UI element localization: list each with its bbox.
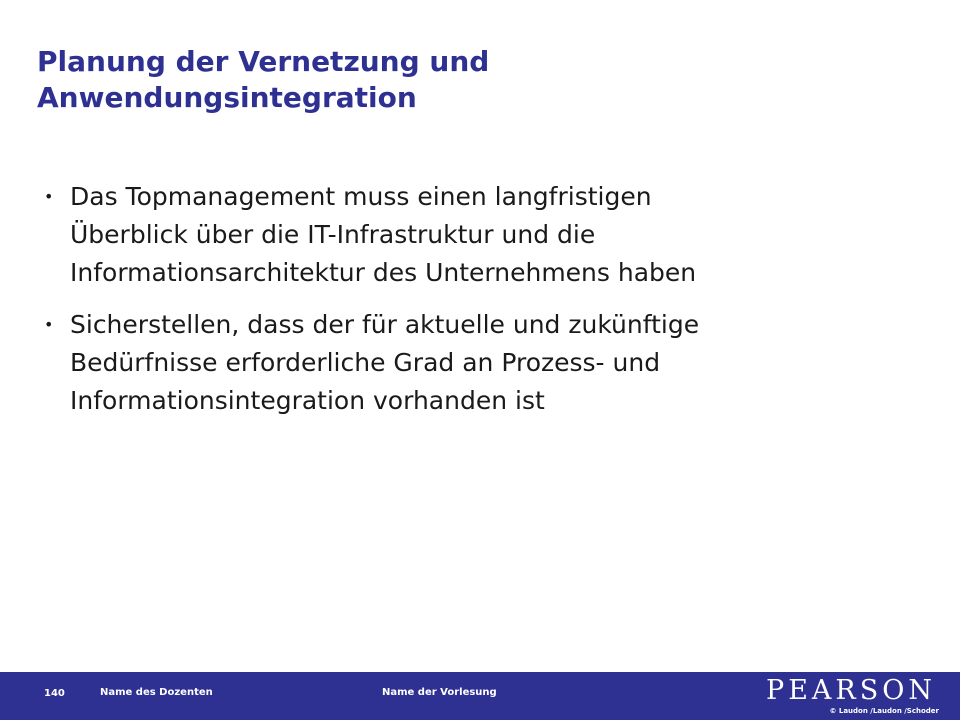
lecture-name: Name der Vorlesung: [382, 687, 497, 698]
bullet-list: [44, 178, 924, 434]
bullet-text-line: Überblick über die IT-Infrastruktur und die: [70, 220, 596, 249]
footer-bar: [0, 672, 960, 720]
lecturer-name: Name des Dozenten: [100, 687, 213, 698]
page-number: 140: [44, 688, 65, 699]
bullet-item: [44, 306, 924, 420]
slide-title-line: Planung der Vernetzung und: [37, 45, 490, 78]
bullet-dot-icon: •: [44, 315, 54, 334]
bullet-item: [44, 178, 924, 292]
bullet-dot-icon: •: [44, 187, 54, 206]
bullet-text-line: Informationsintegration vorhanden ist: [70, 386, 545, 415]
copyright-notice: © Laudon /Laudon /Schoder: [829, 707, 939, 715]
bullet-text-line: Das Topmanagement muss einen langfristigen: [70, 182, 652, 211]
bullet-text-line: Bedürfnisse erforderliche Grad an Prozess- und: [70, 348, 661, 377]
bullet-text-line: Informationsarchitektur des Unternehmens haben: [70, 258, 697, 287]
slide-title: [37, 44, 897, 116]
pearson-logo: PEARSON: [766, 675, 936, 706]
bullet-text-line: Sicherstellen, dass der für aktuelle und zukünftige: [70, 310, 700, 339]
slide-title-line: Anwendungsintegration: [37, 81, 417, 114]
